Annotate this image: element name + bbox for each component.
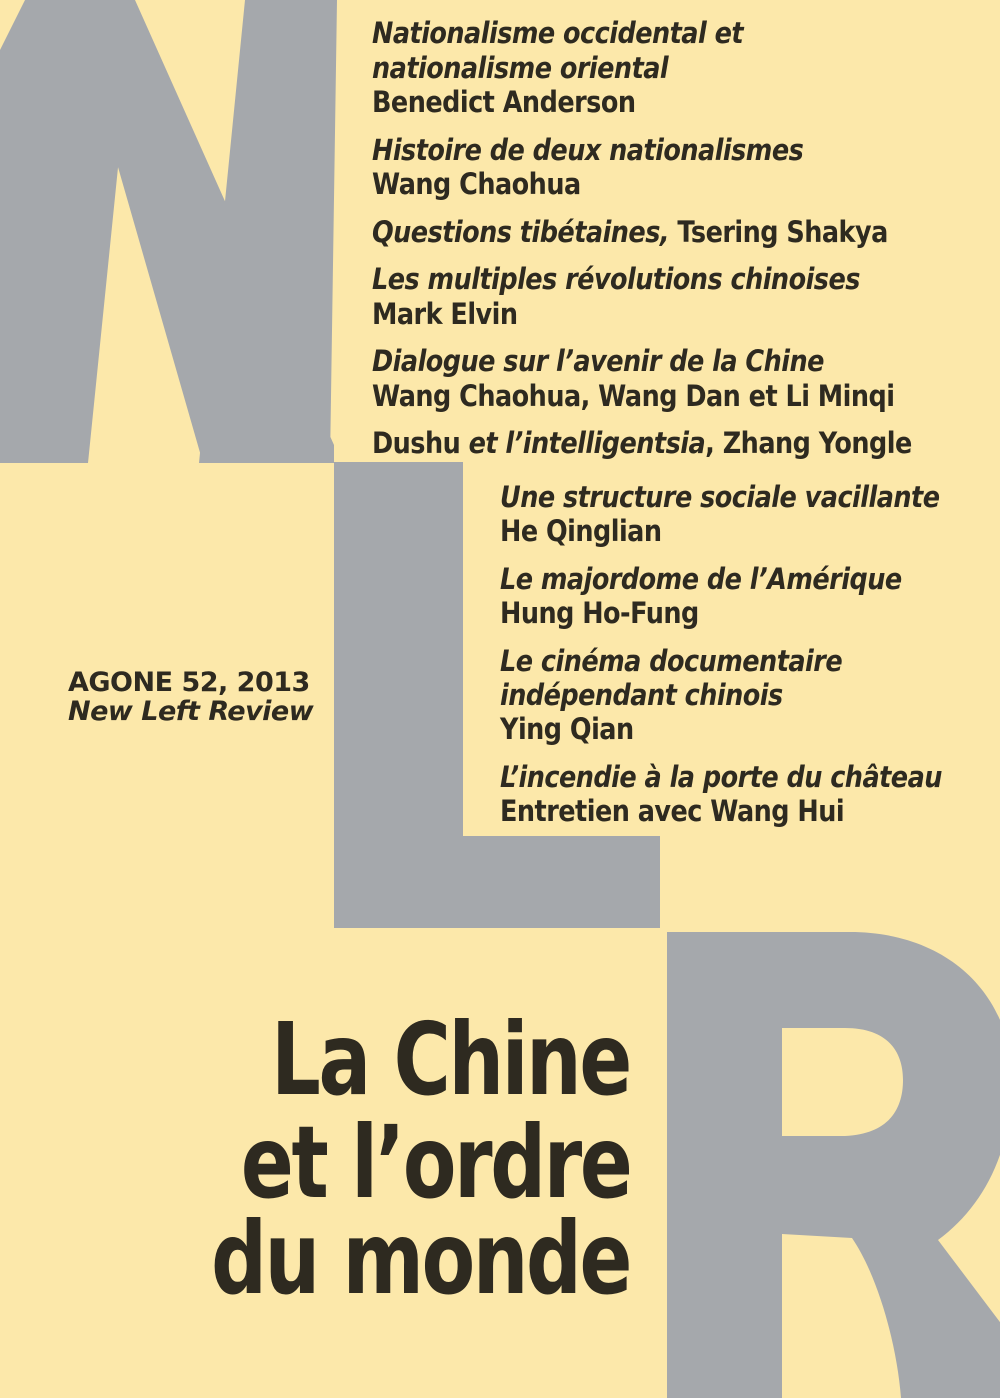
article-author-text: Tsering Shakya: [669, 214, 888, 249]
article-author-text: He Qinglian: [500, 514, 662, 548]
toc-line: [372, 16, 743, 50]
letter-r-shape: [667, 932, 1000, 1398]
toc-line: [372, 262, 860, 296]
article-title-text: Dialogue sur l’avenir de la Chine: [372, 344, 824, 378]
article-title-text: Nationalisme occidental et: [372, 16, 744, 50]
article-author-text: Benedict Anderson: [372, 85, 636, 119]
issue-block: [68, 668, 313, 726]
article-author-text: Wang Chaohua: [372, 167, 581, 201]
toc-line: [500, 514, 662, 548]
issue-number: AGONE 52, 2013: [68, 667, 310, 698]
article-title-text: nationalisme oriental: [372, 50, 669, 85]
toc-line: [372, 85, 635, 119]
toc-line: [372, 215, 888, 249]
cover-title-line-2: et l’ordre: [240, 1104, 630, 1221]
toc-line: [500, 480, 939, 514]
toc-line: [372, 297, 518, 331]
letter-n-shape: [0, 0, 337, 463]
article-title-text: Les multiples révolutions chinoises: [372, 262, 860, 296]
toc-line: [500, 678, 783, 712]
cover-title-line-3: du monde: [211, 1200, 630, 1317]
toc-line: [372, 51, 668, 85]
cover-title-line-1: La Chine: [271, 1001, 630, 1118]
article-title-text: L’incendie à la porte du château: [500, 760, 942, 794]
toc-line: [372, 344, 824, 378]
article-author-text: , Zhang Yongle: [705, 426, 912, 460]
article-title-text: et l’intelligentsia: [460, 426, 706, 460]
toc-line: [372, 379, 894, 413]
toc-line: [500, 760, 942, 794]
article-author-text: Entretien avec Wang Hui: [500, 794, 845, 828]
toc-line: [372, 426, 912, 460]
article-title-text: Le majordome de l’Amérique: [500, 562, 902, 596]
toc-line: [500, 644, 842, 678]
article-author-text: Dushu: [372, 426, 461, 460]
toc-line: [372, 167, 581, 201]
article-title-text: Questions tibétaines,: [372, 214, 670, 249]
toc-line: [500, 596, 699, 630]
article-title-text: Le cinéma documentaire: [500, 644, 843, 678]
article-author-text: Wang Chaohua, Wang Dan et Li Minqi: [372, 378, 895, 413]
article-title-text: indépendant chinois: [500, 678, 783, 712]
journal-name: New Left Review: [68, 696, 314, 727]
article-author-text: Ying Qian: [500, 712, 634, 746]
article-title-text: Histoire de deux nationalismes: [372, 132, 804, 167]
toc-line: [372, 133, 803, 167]
toc-line: [500, 562, 902, 596]
toc-line: [500, 794, 844, 828]
article-author-text: Hung Ho-Fung: [500, 596, 699, 630]
article-author-text: Mark Elvin: [372, 296, 518, 331]
article-title-text: Une structure sociale vacillante: [500, 480, 940, 514]
toc-line: [500, 712, 634, 746]
